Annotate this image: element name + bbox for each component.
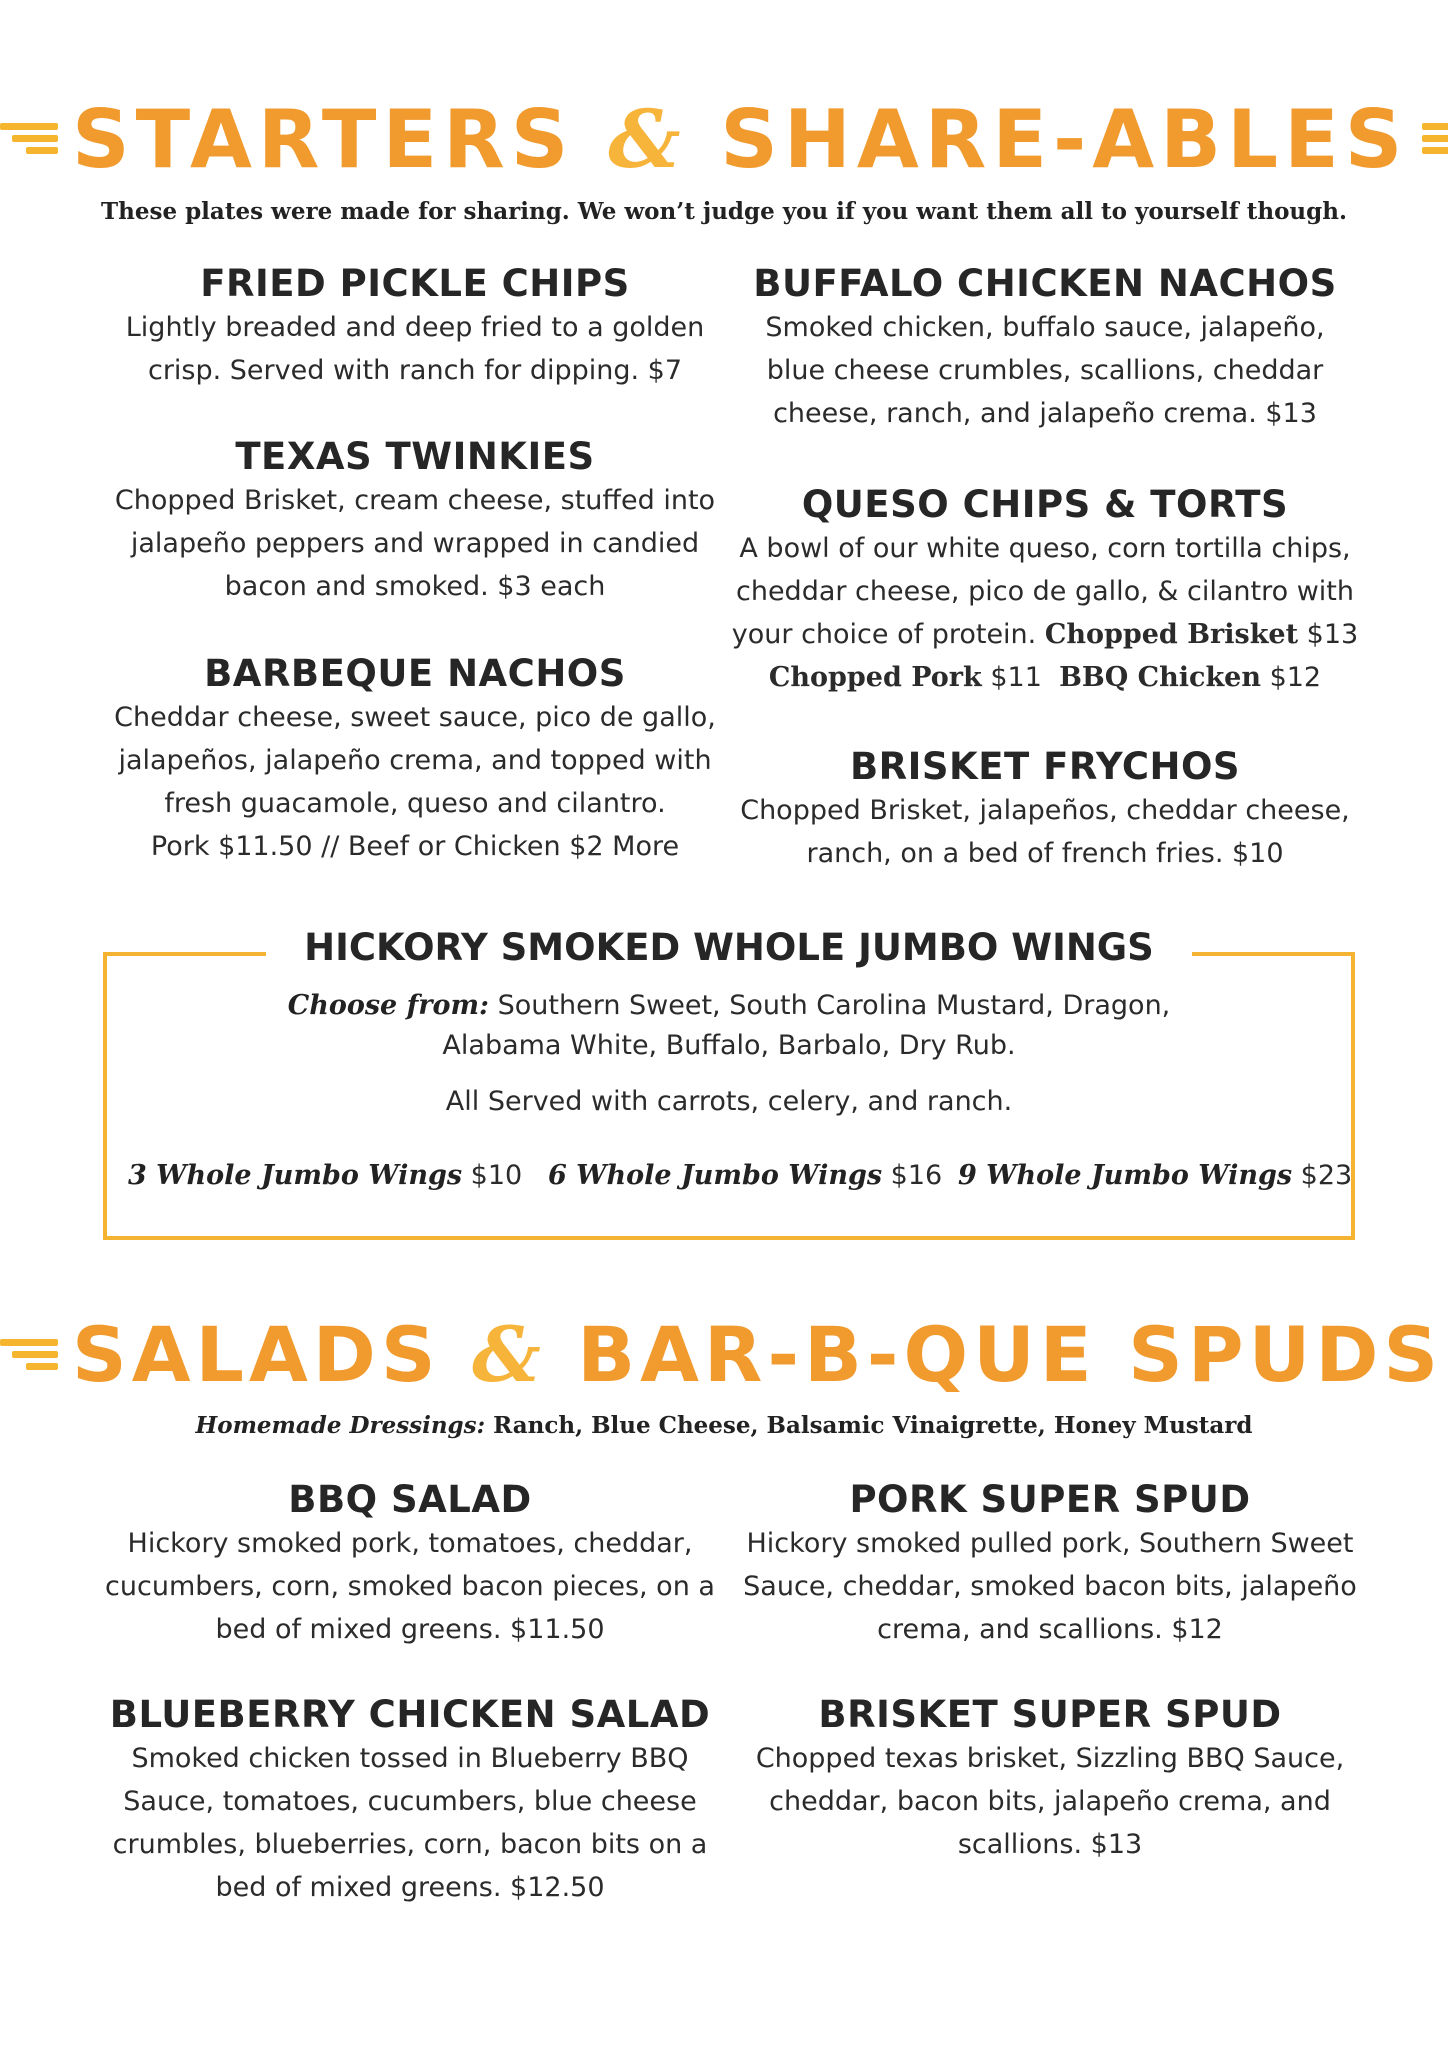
menu-item-brisket-super-spud	[740, 1693, 1360, 1866]
salads-title: SALADS & BAR-B-QUE SPUDS	[72, 1310, 1444, 1399]
item-desc: Chopped texas brisket, Sizzling BBQ Sauce, cheddar, bacon bits, jalapeño crema, and scallions. $13	[755, 1743, 1345, 1861]
item-desc: Smoked chicken, buffalo sauce, jalapeño, blue cheese crumbles, scallions, cheddar cheese, ranch, and jalapeño crema. $13	[765, 312, 1325, 430]
option-label: BBQ Chicken	[1059, 662, 1261, 694]
menu-item-blueberry-chicken-salad	[100, 1693, 720, 1909]
wing-price-value: $10	[470, 1160, 523, 1191]
menu-item-texas-twinkies	[105, 435, 725, 608]
item-name: QUESO CHIPS & TORTS	[801, 483, 1289, 526]
wings-choose-line2: Alabama White, Buffalo, Barbalo, Dry Rub.	[442, 1030, 1016, 1061]
item-name: BRISKET FRYCHOS	[849, 745, 1241, 788]
wings-title-wrap	[0, 926, 1448, 969]
menu-item-bbq-salad	[100, 1478, 720, 1651]
left-wing-icon	[0, 119, 58, 159]
starters-banner	[0, 92, 1448, 186]
item-name: BRISKET SUPER SPUD	[818, 1693, 1282, 1736]
item-desc: Lightly breaded and deep fried to a golden crisp. Served with ranch for dipping. $7	[125, 312, 705, 387]
right-wing-icon	[1422, 119, 1448, 159]
menu-item-barbeque-nachos	[90, 652, 740, 868]
wing-price-value: $16	[890, 1160, 943, 1191]
wing-price-9	[958, 1160, 1352, 1191]
option-price: $12	[1269, 662, 1322, 694]
item-desc: Hickory smoked pork, tomatoes, cheddar, cucumbers, corn, smoked bacon pieces, on a bed of mixed greens. $11.50	[105, 1528, 715, 1646]
choose-line1: Southern Sweet, South Carolina Mustard, Dragon,	[497, 990, 1171, 1021]
menu-item-pork-super-spud	[740, 1478, 1360, 1651]
menu-item-buffalo-chicken-nachos	[735, 262, 1355, 435]
dressings-label: Homemade Dressings:	[195, 1412, 486, 1439]
option-label: Chopped Brisket	[1044, 619, 1299, 651]
item-desc: Smoked chicken tossed in Blueberry BBQ Sauce, tomatoes, cucumbers, blue cheese crumbles, blueberries, corn, bacon bits on a bed of mixed greens. $12.50	[112, 1743, 708, 1904]
wing-count-label: 3 Whole Jumbo Wings	[128, 1160, 463, 1191]
salads-banner	[0, 1310, 1448, 1399]
starters-tagline: These plates were made for sharing. We won’t judge you if you want them all to yourself though.	[101, 198, 1347, 225]
menu-item-brisket-frychos	[735, 745, 1355, 875]
wing-price-value: $23	[1300, 1160, 1353, 1191]
option-price: $13	[1306, 619, 1359, 651]
item-desc: Chopped Brisket, cream cheese, stuffed into jalapeño peppers and wrapped in candied bacon and smoked. $3 each	[114, 485, 716, 603]
wing-count-label: 6 Whole Jumbo Wings	[548, 1160, 883, 1191]
wing-price-6	[548, 1160, 942, 1191]
wings-served: All Served with carrots, celery, and ranch.	[445, 1086, 1013, 1117]
option-price: $11	[990, 662, 1042, 694]
wing-count-label: 9 Whole Jumbo Wings	[958, 1160, 1293, 1191]
item-name: TEXAS TWINKIES	[235, 435, 595, 478]
item-price-line: Pork $11.50 // Beef or Chicken $2 More	[150, 831, 680, 863]
item-name: BARBEQUE NACHOS	[204, 652, 626, 695]
item-desc: Hickory smoked pulled pork, Southern Sweet Sauce, cheddar, smoked bacon bits, jalapeño crema, and scallions. $12	[743, 1528, 1357, 1646]
starters-title: STARTERS & SHARE-ABLES	[72, 92, 1409, 186]
item-desc: Chopped Brisket, jalapeños, cheddar cheese, ranch, on a bed of french fries. $10	[740, 795, 1350, 870]
option-label: Chopped Pork	[768, 662, 982, 694]
wings-choose-line	[0, 990, 1448, 1021]
item-name: PORK SUPER SPUD	[849, 1478, 1251, 1521]
menu-item-queso-chips-torts	[722, 483, 1368, 699]
choose-label: Choose from:	[287, 990, 490, 1021]
item-desc-block	[722, 527, 1368, 699]
wings-title: HICKORY SMOKED WHOLE JUMBO WINGS	[266, 926, 1192, 969]
item-name: FRIED PICKLE CHIPS	[200, 262, 630, 305]
left-wing-icon	[0, 1335, 58, 1375]
item-desc: A bowl of our white queso, corn tortilla chips, cheddar cheese, pico de gallo, & cilantro with your choice of protein.	[731, 533, 1354, 651]
item-name: BUFFALO CHICKEN NACHOS	[753, 262, 1337, 305]
dressings-list: Ranch, Blue Cheese, Balsamic Vinaigrette, Honey Mustard	[493, 1412, 1253, 1439]
wing-price-3	[128, 1160, 522, 1191]
item-desc: Cheddar cheese, sweet sauce, pico de gallo, jalapeños, jalapeño crema, and topped with fresh guacamole, queso and cilantro.	[114, 702, 716, 820]
item-name: BBQ SALAD	[288, 1478, 532, 1521]
homemade-dressings	[0, 1412, 1448, 1439]
item-name: BLUEBERRY CHICKEN SALAD	[109, 1693, 711, 1736]
menu-item-fried-pickle-chips	[105, 262, 725, 392]
